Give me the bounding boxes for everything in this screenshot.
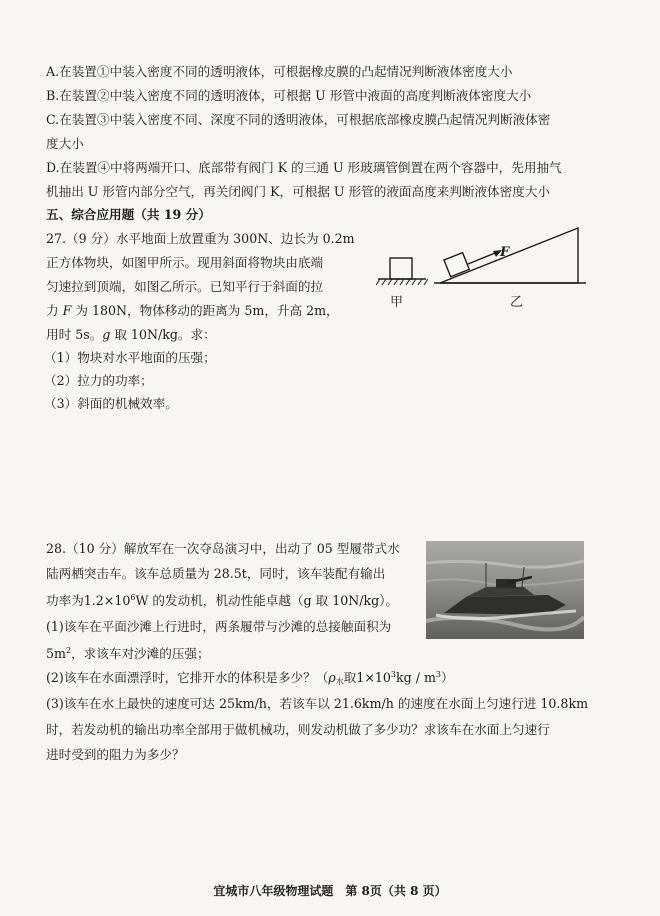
q28-line3: 功率为$1.2\times 10^6W$ 的发动机，机动性能卓越（g 取 10N/kg）。: [46, 593, 399, 608]
option-c-line1: C.在装置③中装入密度不同、深度不同的透明液体，可根据底部橡皮膜凸起情况判断液体密: [46, 112, 551, 127]
page-footer: 宜城市八年级物理试题 第 8页（共 8 页）: [213, 884, 447, 898]
figure-jia-label: 甲: [390, 295, 404, 310]
figure-jia-cube-on-ground: [376, 250, 428, 290]
q27-sub2: （2）拉力的功率；: [44, 373, 153, 388]
option-c-line2: 度大小: [46, 136, 84, 151]
q28-line1: 28.（10 分）解放军在一次夺岛演习中，出动了 05 型履带式水: [46, 541, 400, 556]
q28-part1-line2: $5m^2$，求该车对沙滩的压强；: [46, 646, 210, 661]
q28-part3-line3: 进时受到的阻力为多少？: [46, 747, 185, 762]
q28-part2: (2)该车在水面漂浮时，它排开水的体积是多少？（$\rho_水$取$1\times 10^3kg / m^3$）: [46, 670, 454, 686]
q28-line2: 陆两栖突击车。该车总质量为 28.5t，同时，该车装配有输出: [46, 566, 386, 581]
option-d-line2: 机抽出 U 形管内部分空气，再关闭阀门 K，可根据 U 形管的液面高度来判断液体密度大小: [46, 184, 551, 199]
amphibious-vehicle-photo: [426, 541, 584, 639]
option-a: A.在装置①中装入密度不同的透明液体，可根据橡皮膜的凸起情况判断液体密度大小: [46, 64, 513, 79]
figure-yi-label: 乙: [510, 295, 524, 310]
q27-line4: 力 F 为 180N，物体移动的距离为 5m，升高 2m，: [46, 303, 339, 318]
force-label: F: [500, 245, 510, 260]
q27-line2: 正方体物块，如图甲所示。现用斜面将物块由底端: [46, 255, 324, 270]
q27-line3: 匀速拉到顶端，如图乙所示。已知平行于斜面的拉: [46, 279, 324, 294]
q27-sub3: （3）斜面的机械效率。: [44, 396, 178, 411]
option-d-line1: D.在装置④中将两端开口、底部带有阀门 K 的三通 U 形玻璃管倒置在两个容器中，先用抽气: [46, 160, 562, 175]
q27-sub1: （1）物块对水平地面的压强；: [44, 350, 216, 365]
figure-yi-incline: [430, 226, 590, 290]
q27-line1: 27.（9 分）水平地面上放置重为 300N、边长为 0.2m: [46, 231, 355, 246]
q28-part3-line1: (3)该车在水上最快的速度可达 25km/h，若该车以 21.6km/h 的速度在水面上匀速行进 10.8km: [46, 696, 589, 711]
option-b: B.在装置②中装入密度不同的透明液体，可根据 U 形管中液面的高度判断液体密度大小: [46, 88, 532, 103]
section-heading: 五、综合应用题（共 19 分）: [46, 207, 211, 222]
q28-part3-line2: 时，若发动机的输出功率全部用于做机械功，则发动机做了多少功？求该车在水面上匀速行: [46, 722, 550, 737]
q27-line5: 用时 5s。g 取 10N/kg。求：: [46, 327, 216, 342]
q28-part1-line1: (1)该车在平面沙滩上行进时，两条履带与沙滩的总接触面积为: [46, 619, 392, 634]
